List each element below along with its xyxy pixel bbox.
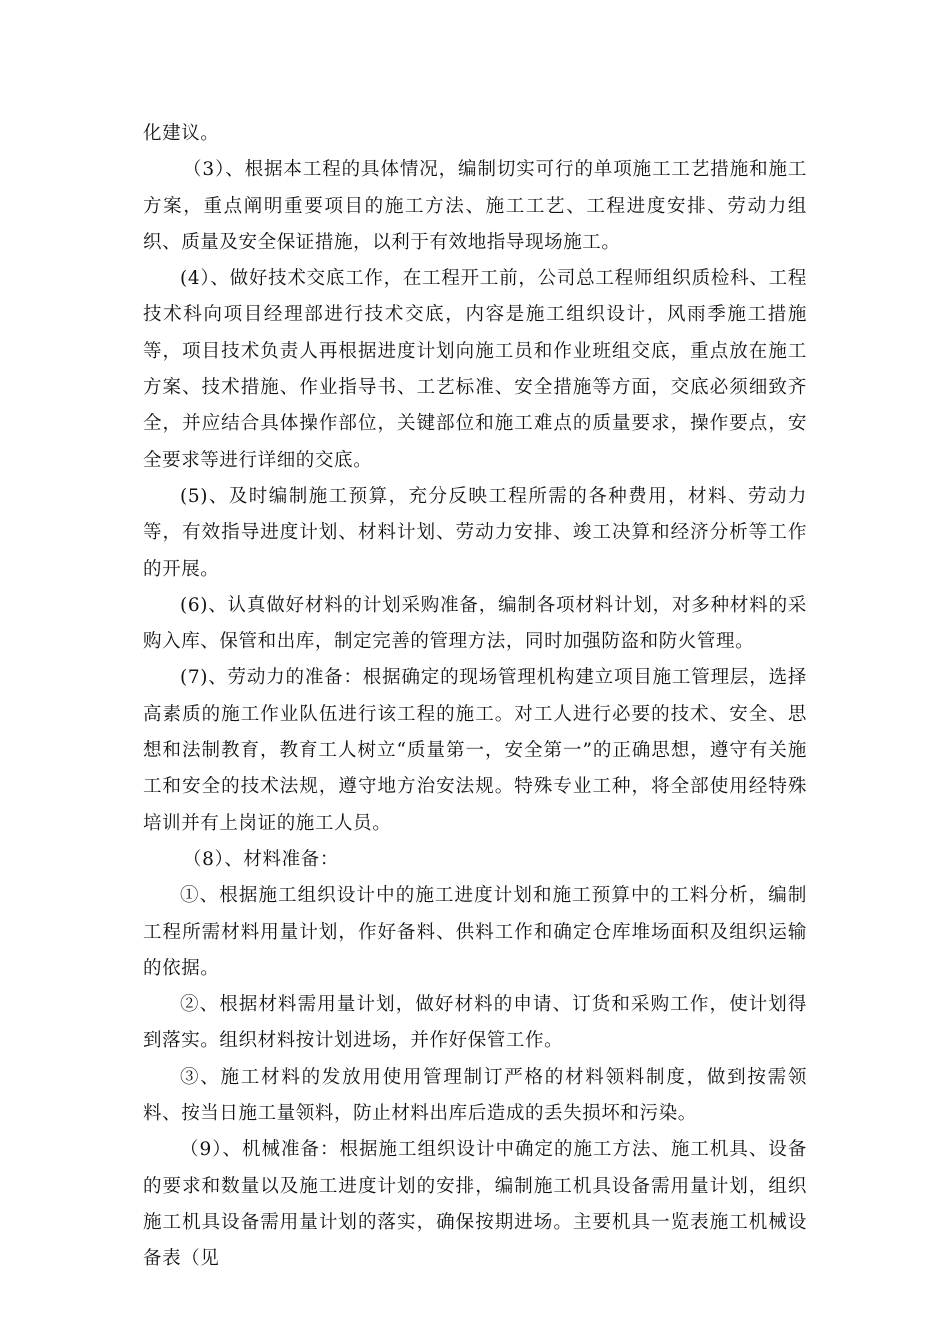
paragraph-item-7: (7)、劳动力的准备：根据确定的现场管理机构建立项目施工管理层，选择高素质的施工作业队伍进行该工程的施工。对工人进行必要的技术、安全、思想和法制教育，教育工人树立“质量第一，安全第一”的正确思想，遵守有关施工和安全的技术法规，遵守地方治安法规。特殊专业工种，将全部使用经特殊培训并有上岗证的施工人员。	[143, 667, 807, 834]
paragraph-item-8-heading: （8）、材料准备：	[183, 848, 339, 870]
paragraph-item-3: （3）、根据本工程的具体情况，编制切实可行的单项施工工艺措施和施工方案，重点阐明重要项目的施工方法、施工工艺、工程进度安排、劳动力组织、质量及安全保证措施，以利于有效地指导现场施工。	[143, 159, 807, 253]
paragraph-item-6: (6)、认真做好材料的计划采购准备，编制各项材料计划，对多种材料的采购入库、保管和出库，制定完善的管理方法，同时加强防盗和防火管理。	[143, 594, 807, 653]
paragraph-subitem-3: ③、施工材料的发放用使用管理制订严格的材料领料制度，做到按需领料、按当日施工量领料，防止材料出库后造成的丢失损坏和污染。	[143, 1066, 807, 1125]
paragraph-item-5: (5)、及时编制施工预算，充分反映工程所需的各种费用，材料、劳动力等，有效指导进度计划、材料计划、劳动力安排、竣工决算和经济分析等工作的开展。	[143, 485, 807, 580]
paragraph-subitem-2: ②、根据材料需用量计划，做好材料的申请、订货和采购工作，使计划得到落实。组织材料按计划进场，并作好保管工作。	[143, 994, 807, 1052]
paragraph-continuation: 化建议。	[143, 123, 220, 144]
paragraph-item-4: (4）、做好技术交底工作，在工程开工前，公司总工程师组织质检科、工程技术科向项目经理部进行技术交底，内容是施工组织设计，风雨季施工措施等，项目技术负责人再根据进度计划向施工员和作业班组交底，重点放在施工方案、技术措施、作业指导书、工艺标准、安全措施等方面，交底必须细致齐全，并应结合具体操作部位，关键部位和施工难点的质量要求，操作要点，安全要求等进行详细的交底。	[143, 268, 807, 471]
paragraph-item-9: （9）、机械准备：根据施工组织设计中确定的施工方法、施工机具、设备的要求和数量以及施工进度计划的安排，编制施工机具设备需用量计划，组织施工机具设备需用量计划的落实，确保按期进场。主要机具一览表施工机械设备表（见	[143, 1139, 807, 1270]
document-body	[143, 116, 807, 1278]
paragraph-subitem-1: ①、根据施工组织设计中的施工进度计划和施工预算中的工料分析，编制工程所需材料用量计划，作好备料、供料工作和确定仓库堆场面积及组织运输的依据。	[143, 885, 807, 979]
